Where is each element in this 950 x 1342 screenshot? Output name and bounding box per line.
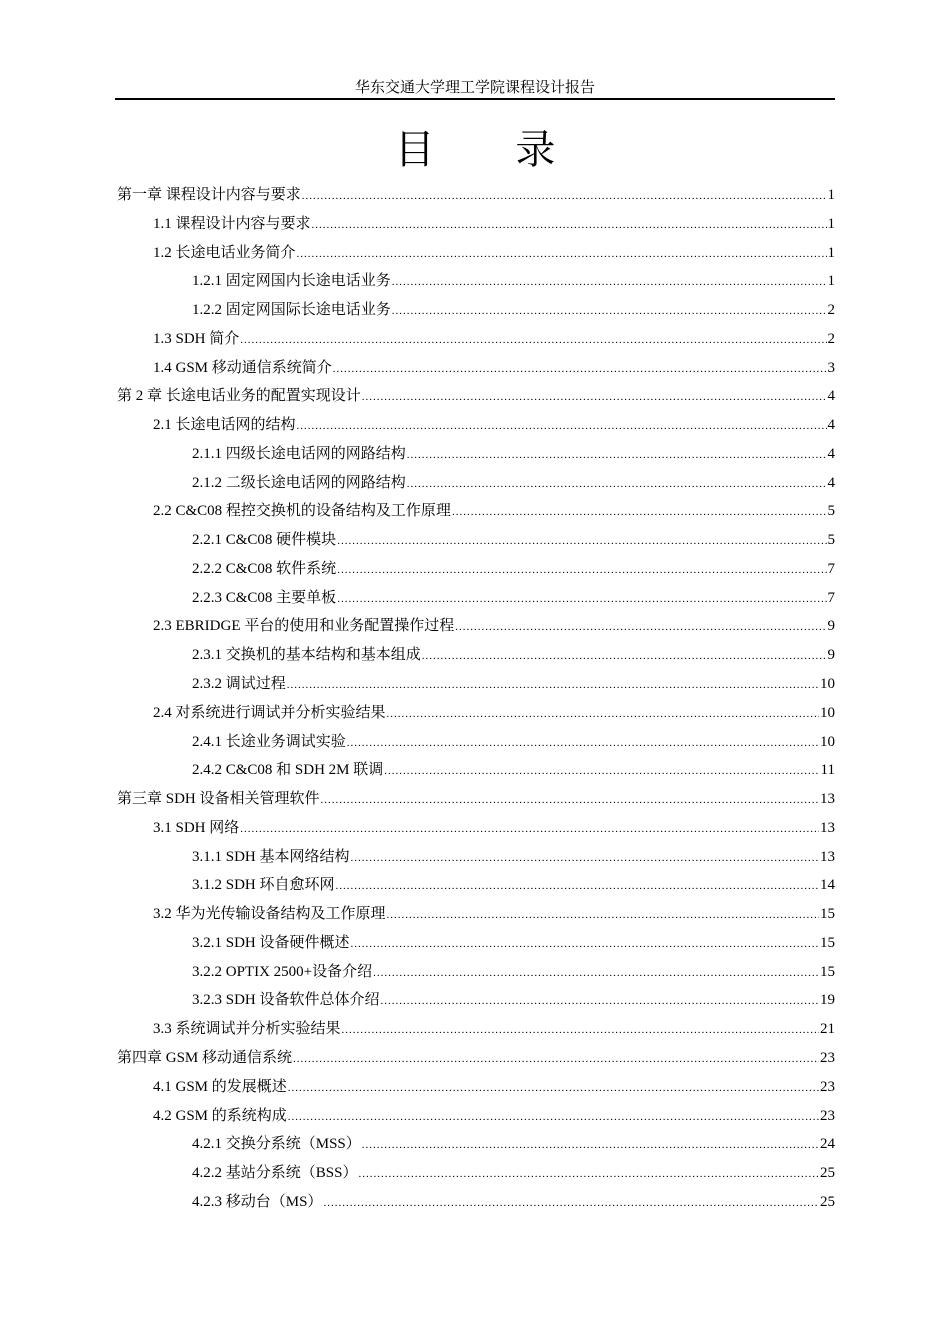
toc-entry-label: 3.1.2 SDH 环自愈环网 — [192, 877, 335, 894]
toc-entry-page-number: 7 — [827, 560, 835, 577]
toc-entry-label: 2.4.2 C&C08 和 SDH 2M 联调 — [192, 762, 384, 779]
toc-entry-page-number: 4 — [827, 474, 835, 491]
toc-entry[interactable] — [115, 1015, 835, 1044]
toc-entry[interactable] — [115, 181, 835, 210]
toc-entry-label: 2.2 C&C08 程控交换机的设备结构及工作原理 — [153, 503, 451, 520]
toc-entry-page-number: 10 — [820, 676, 835, 693]
toc-entry-label: 2.4 对系统进行调试并分析实验结果 — [153, 704, 386, 721]
toc-entry-page-number: 1 — [827, 244, 835, 261]
toc-leader-dots — [422, 642, 827, 671]
toc-leader-dots — [297, 412, 827, 441]
toc-entry-label: 3.1 SDH 网络 — [153, 819, 240, 836]
toc-entry-label: 1.3 SDH 简介 — [153, 330, 240, 347]
toc-leader-dots — [362, 383, 827, 412]
toc-leader-dots — [333, 355, 827, 384]
toc-entry-label: 3.2.3 SDH 设备软件总体介绍 — [192, 992, 380, 1009]
toc-entry-page-number: 15 — [820, 934, 835, 951]
toc-leader-dots — [347, 729, 819, 758]
toc-entry-page-number: 2 — [827, 302, 835, 319]
toc-entry[interactable] — [115, 699, 835, 728]
toc-entry[interactable] — [115, 1188, 835, 1217]
toc-leader-dots — [312, 211, 827, 240]
toc-entry-label: 4.2.3 移动台（MS） — [192, 1193, 323, 1210]
toc-entry-label: 2.3.1 交换机的基本结构和基本组成 — [192, 647, 421, 664]
toc-leader-dots — [302, 182, 827, 211]
toc-entry-label: 4.2.1 交换分系统（MSS） — [192, 1136, 361, 1153]
toc-entry-page-number: 2 — [827, 330, 835, 347]
toc-entry-page-number: 11 — [820, 762, 835, 779]
toc-entry-page-number: 1 — [827, 187, 835, 203]
toc-entry-page-number: 1 — [827, 273, 835, 290]
toc-entry-page-number: 10 — [820, 733, 835, 750]
toc-entry-label: 2.2.1 C&C08 硬件模块 — [192, 532, 337, 549]
toc-entry-label: 4.1 GSM 的发展概述 — [153, 1078, 287, 1095]
toc-leader-dots — [373, 959, 819, 988]
toc-entry-label: 1.2 长途电话业务简介 — [153, 244, 296, 261]
toc-leader-dots — [387, 901, 819, 930]
toc-leader-dots — [358, 1160, 819, 1189]
toc-entry-label: 4.2.2 基站分系统（BSS） — [192, 1165, 358, 1182]
toc-leader-dots — [288, 1103, 819, 1132]
toc-leader-dots — [407, 470, 827, 499]
toc-entry[interactable] — [115, 325, 835, 354]
toc-entry-label: 2.1.1 四级长途电话网的网路结构 — [192, 445, 406, 462]
toc-entry[interactable] — [115, 958, 835, 987]
toc-entry[interactable] — [115, 1102, 835, 1131]
toc-entry[interactable] — [115, 1159, 835, 1188]
toc-entry-label: 1.1 课程设计内容与要求 — [153, 215, 311, 232]
toc-entry-page-number: 25 — [820, 1193, 835, 1210]
toc-entry-page-number: 23 — [820, 1049, 835, 1066]
toc-leader-dots — [351, 930, 819, 959]
toc-entry[interactable] — [115, 785, 835, 814]
toc-entry[interactable] — [115, 843, 835, 872]
toc-leader-dots — [336, 872, 819, 901]
toc-entry-label: 1.4 GSM 移动通信系统简介 — [153, 359, 332, 376]
toc-leader-dots — [452, 498, 827, 527]
toc-leader-dots — [351, 844, 819, 873]
toc-entry[interactable] — [115, 1130, 835, 1159]
toc-entry-page-number: 15 — [820, 906, 835, 923]
toc-entry-label: 2.3 EBRIDGE 平台的使用和业务配置操作过程 — [153, 618, 455, 635]
toc-entry-page-number: 21 — [820, 1021, 835, 1038]
page-header: 华东交通大学理工学院课程设计报告 — [354, 80, 595, 96]
toc-entry[interactable] — [115, 756, 835, 785]
toc-leader-dots — [337, 585, 826, 614]
toc-entry-label: 2.2.3 C&C08 主要单板 — [192, 589, 337, 606]
toc-entry-label: 3.1.1 SDH 基本网络结构 — [192, 848, 350, 865]
toc-entry-page-number: 4 — [827, 445, 835, 462]
toc-entry-page-number: 23 — [820, 1078, 835, 1095]
toc-entry-page-number: 1 — [827, 215, 835, 232]
toc-entry-page-number: 5 — [827, 532, 835, 549]
toc-entry[interactable] — [115, 239, 835, 268]
toc-entry-label: 2.1 长途电话网的结构 — [153, 417, 296, 434]
toc-entry[interactable] — [115, 929, 835, 958]
toc-leader-dots — [392, 297, 827, 326]
toc-leader-dots — [323, 1189, 819, 1218]
toc-entry-page-number: 13 — [820, 819, 835, 836]
table-of-contents — [115, 181, 835, 1217]
toc-entry[interactable] — [115, 497, 835, 526]
toc-entry-page-number: 13 — [820, 848, 835, 865]
toc-leader-dots — [293, 1045, 819, 1074]
toc-entry-label: 第四章 GSM 移动通信系统 — [117, 1049, 293, 1066]
toc-entry-label: 第三章 SDH 设备相关管理软件 — [117, 791, 320, 808]
toc-leader-dots — [297, 240, 827, 269]
toc-entry-label: 3.2.2 OPTIX 2500+设备介绍 — [192, 963, 373, 980]
toc-entry[interactable] — [115, 641, 835, 670]
toc-entry[interactable] — [115, 871, 835, 900]
toc-leader-dots — [407, 441, 827, 470]
toc-leader-dots — [240, 815, 819, 844]
toc-entry-label: 2.2.2 C&C08 软件系统 — [192, 560, 337, 577]
toc-entry-label: 2.4.1 长途业务调试实验 — [192, 733, 346, 750]
toc-leader-dots — [287, 671, 819, 700]
toc-entry-page-number: 10 — [820, 704, 835, 721]
header-rule — [115, 98, 835, 100]
toc-leader-dots — [321, 786, 819, 815]
toc-entry-page-number: 7 — [827, 589, 835, 606]
toc-entry[interactable] — [115, 210, 835, 239]
toc-leader-dots — [288, 1074, 819, 1103]
toc-entry[interactable] — [115, 411, 835, 440]
toc-entry-label: 3.2 华为光传输设备结构及工作原理 — [153, 906, 386, 923]
toc-leader-dots — [240, 326, 826, 355]
toc-leader-dots — [455, 613, 826, 642]
toc-entry-page-number: 24 — [820, 1136, 835, 1153]
toc-entry[interactable] — [115, 469, 835, 498]
toc-leader-dots — [337, 527, 826, 556]
toc-entry[interactable] — [115, 1044, 835, 1073]
toc-leader-dots — [342, 1016, 819, 1045]
toc-entry-label: 1.2.2 固定网国际长途电话业务 — [192, 302, 391, 319]
toc-entry-label: 3.2.1 SDH 设备硬件概述 — [192, 934, 350, 951]
toc-leader-dots — [381, 987, 819, 1016]
toc-entry-label: 1.2.1 固定网国内长途电话业务 — [192, 273, 391, 290]
toc-entry[interactable] — [115, 382, 835, 411]
toc-entry-page-number: 19 — [820, 992, 835, 1009]
toc-entry[interactable] — [115, 584, 835, 613]
toc-entry[interactable] — [115, 555, 835, 584]
toc-entry-label: 3.3 系统调试并分析实验结果 — [153, 1021, 341, 1038]
toc-entry-label: 2.3.2 调试过程 — [192, 676, 286, 693]
toc-entry-page-number: 4 — [827, 388, 835, 405]
toc-entry[interactable] — [115, 1073, 835, 1102]
toc-entry[interactable] — [115, 670, 835, 699]
toc-entry-page-number: 14 — [820, 877, 835, 894]
toc-leader-dots — [392, 268, 827, 297]
toc-entry-label: 第 2 章 长途电话业务的配置实现设计 — [117, 388, 361, 405]
page-title: 目 录 — [394, 127, 590, 173]
toc-entry-page-number: 13 — [820, 791, 835, 808]
toc-entry-page-number: 25 — [820, 1165, 835, 1182]
toc-leader-dots — [362, 1131, 819, 1160]
toc-entry-page-number: 9 — [827, 647, 835, 664]
toc-entry-page-number: 5 — [827, 503, 835, 520]
toc-entry-page-number: 4 — [827, 417, 835, 434]
toc-entry[interactable] — [115, 986, 835, 1015]
toc-leader-dots — [337, 556, 826, 585]
toc-entry[interactable] — [115, 354, 835, 383]
toc-entry[interactable] — [115, 440, 835, 469]
toc-entry-page-number: 9 — [827, 618, 835, 635]
toc-entry[interactable] — [115, 728, 835, 757]
toc-entry[interactable] — [115, 296, 835, 325]
toc-entry-page-number: 15 — [820, 963, 835, 980]
toc-entry-label: 2.1.2 二级长途电话网的网路结构 — [192, 474, 406, 491]
toc-entry[interactable] — [115, 814, 835, 843]
toc-entry-page-number: 3 — [827, 359, 835, 376]
toc-entry[interactable] — [115, 267, 835, 296]
toc-entry-label: 4.2 GSM 的系统构成 — [153, 1107, 287, 1124]
toc-entry[interactable] — [115, 526, 835, 555]
toc-entry-label: 第一章 课程设计内容与要求 — [117, 187, 301, 203]
toc-leader-dots — [387, 700, 819, 729]
toc-leader-dots — [384, 757, 819, 786]
toc-entry[interactable] — [115, 900, 835, 929]
toc-entry[interactable] — [115, 612, 835, 641]
toc-entry-page-number: 23 — [820, 1107, 835, 1124]
